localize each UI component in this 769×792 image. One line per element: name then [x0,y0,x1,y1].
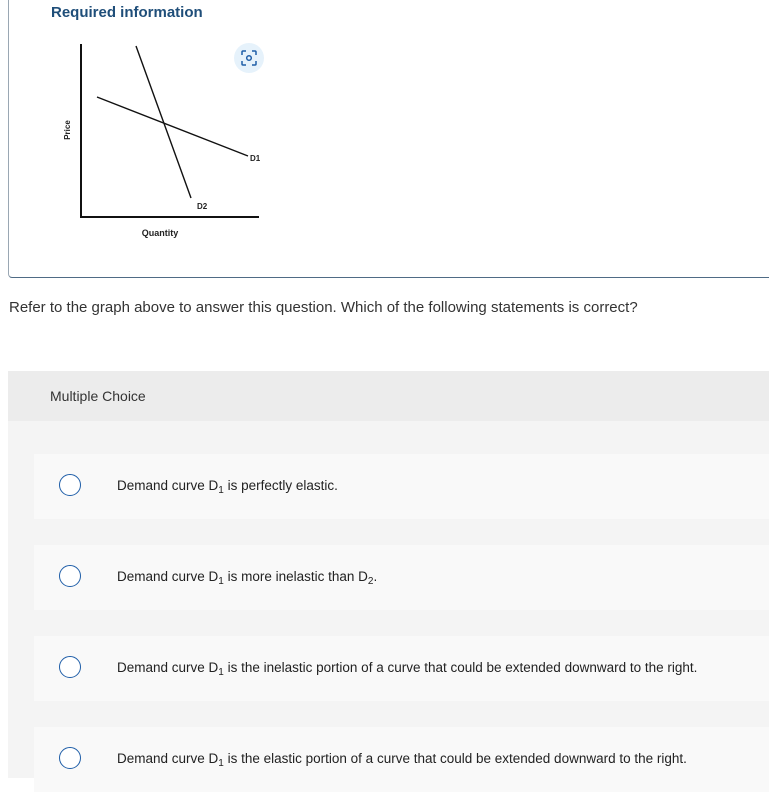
answer-option-2[interactable] [34,545,769,610]
y-axis-label: Price [63,120,72,140]
demand-curve-d2 [136,46,191,198]
demand-graph [50,38,270,248]
answer-option-1[interactable] [34,454,769,519]
question-text: Refer to the graph above to answer this question. Which of the following statements is correct? [9,299,638,316]
answer-option-3[interactable] [34,636,769,701]
zoom-image-icon [241,50,257,66]
option-text: Demand curve $D_1$ is the elastic portion of a curve that could be extended downward to the right. [117,751,687,769]
answer-option-4[interactable] [34,727,769,792]
radio-button[interactable] [59,565,81,587]
radio-button[interactable] [59,474,81,496]
multiple-choice-header [8,371,769,421]
radio-button[interactable] [59,656,81,678]
curve-d2-label: D2 [197,202,208,211]
radio-button[interactable] [59,747,81,769]
multiple-choice-panel [8,371,769,778]
multiple-choice-label: Multiple Choice [50,388,146,404]
info-title: Required information [51,4,203,21]
option-text: Demand curve $D_1$ is more inelastic than $D_2$. [117,569,378,587]
zoom-image-button[interactable] [234,43,264,73]
option-text: Demand curve $D_1$ is perfectly elastic. [117,478,338,496]
option-text: Demand curve $D_1$ is the inelastic portion of a curve that could be extended downward to the right. [117,660,698,678]
curve-d1-label: D1 [250,154,261,163]
x-axis-label: Quantity [141,228,179,238]
